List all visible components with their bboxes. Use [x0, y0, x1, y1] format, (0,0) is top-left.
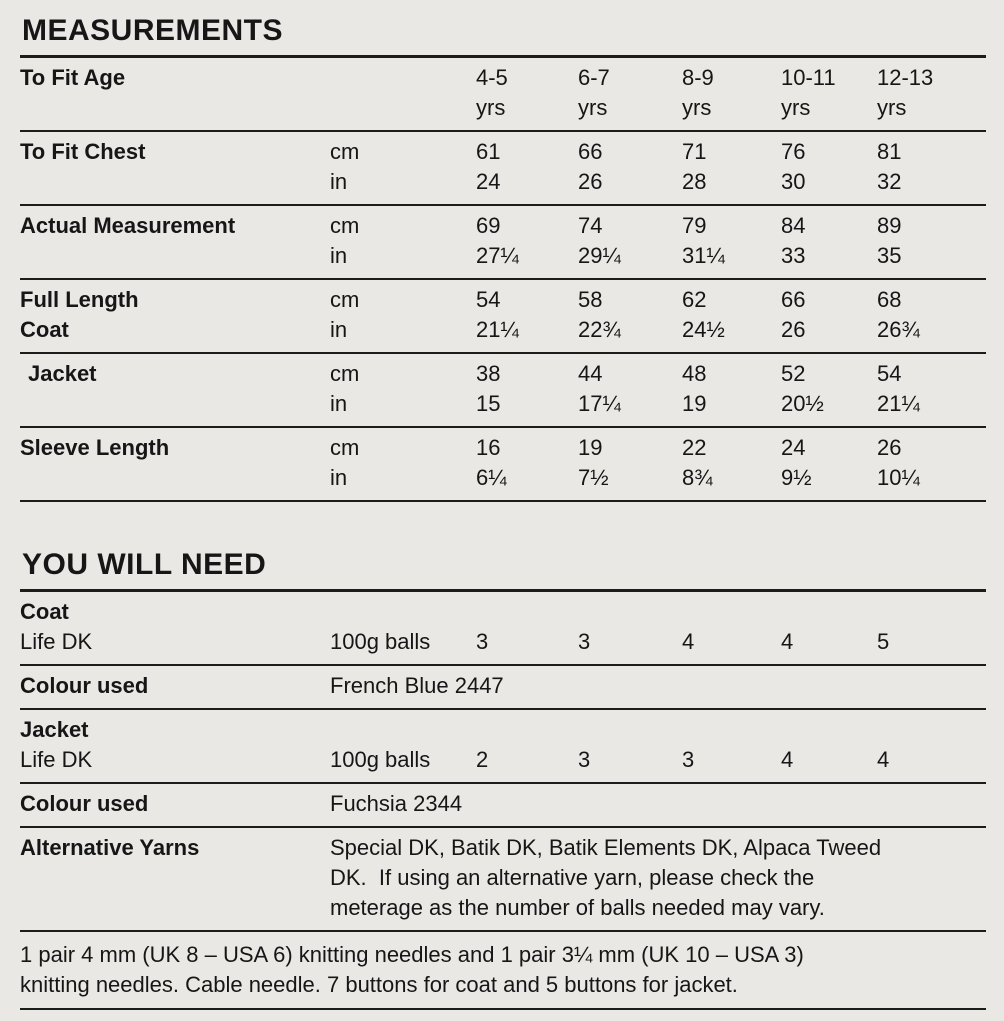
unit-in: in: [330, 243, 348, 268]
colour-row-coat: [20, 666, 986, 710]
row-label-cell: [20, 137, 330, 197]
measurement-cell: [682, 359, 781, 419]
cm-value: 22: [682, 435, 707, 460]
in-value: 27¼: [476, 243, 519, 268]
age-range: 12-13: [877, 65, 934, 90]
yarn-name: Life DK: [20, 629, 93, 654]
cm-value: 61: [476, 139, 501, 164]
in-value: 29¼: [578, 243, 621, 268]
ball-count: 4: [877, 747, 890, 772]
age-unit: yrs: [578, 95, 608, 120]
row-label-cell: [20, 63, 330, 123]
alternative-yarns-line: DK. If using an alternative yarn, please check the: [330, 865, 815, 890]
table-row-jacket: [20, 354, 986, 428]
alternative-yarns-label: Alternative Yarns: [20, 835, 200, 860]
table-row-to-fit-chest: [20, 132, 986, 206]
in-value: 10¼: [877, 465, 920, 490]
ball-count: 3: [578, 629, 591, 654]
cm-value: 48: [682, 361, 707, 386]
unit-cell: [330, 137, 476, 197]
ball-count: 3: [682, 747, 695, 772]
measurement-cell: [578, 433, 682, 493]
cm-value: 74: [578, 213, 603, 238]
ball-count: 3: [578, 747, 591, 772]
measurement-cell: [877, 433, 986, 493]
measurement-cell: [578, 285, 682, 345]
measurement-cell: [682, 285, 781, 345]
unit-cm: cm: [330, 287, 360, 312]
in-value: 30: [781, 169, 806, 194]
yarn-row-jacket: [20, 710, 986, 784]
unit-in: in: [330, 169, 348, 194]
in-value: 6¼: [476, 465, 507, 490]
row-label: Sleeve Length: [20, 435, 170, 460]
ball-count: 4: [781, 747, 794, 772]
in-value: 31¼: [682, 243, 725, 268]
unit-cell: [330, 359, 476, 419]
row-label: Full Length: [20, 287, 139, 312]
cm-value: 66: [781, 287, 806, 312]
table-row-to-fit-age: [20, 58, 986, 132]
yarn-row-line1: [20, 715, 986, 745]
row-label: Jacket: [28, 361, 97, 386]
unit-in: in: [330, 317, 348, 342]
in-value: 21¼: [877, 391, 920, 416]
row-label-line2: Coat: [20, 317, 69, 342]
unit-cell: [330, 285, 476, 345]
unit-cm: cm: [330, 213, 360, 238]
cm-value: 62: [682, 287, 707, 312]
age-column-header: [877, 63, 986, 123]
unit-cell: [330, 433, 476, 493]
age-range: 6-7: [578, 65, 610, 90]
cm-value: 58: [578, 287, 603, 312]
alternative-yarns-text: [330, 833, 986, 923]
row-label-cell: [20, 433, 330, 493]
alternative-yarns-line: meterage as the number of balls needed may vary.: [330, 895, 825, 920]
ball-unit: 100g balls: [330, 747, 431, 772]
colour-used-label: Colour used: [20, 673, 149, 698]
in-value: 19: [682, 391, 707, 416]
ball-unit: 100g balls: [330, 629, 431, 654]
age-column-header: [682, 63, 781, 123]
measurement-cell: [476, 211, 578, 271]
in-value: 24½: [682, 317, 725, 342]
in-value: 9½: [781, 465, 812, 490]
ball-count: 2: [476, 747, 489, 772]
age-unit: yrs: [781, 95, 811, 120]
measurement-cell: [877, 211, 986, 271]
cm-value: 16: [476, 435, 501, 460]
unit-in: in: [330, 391, 348, 416]
cm-value: 19: [578, 435, 603, 460]
colour-used-value: French Blue 2447: [330, 673, 504, 698]
alternative-yarns-line: Special DK, Batik DK, Batik Elements DK, Alpaca Tweed: [330, 835, 882, 860]
cm-value: 38: [476, 361, 501, 386]
age-column-header: [781, 63, 877, 123]
yarn-name: Life DK: [20, 747, 93, 772]
table-row-full-length-coat: [20, 280, 986, 354]
measurement-cell: [781, 211, 877, 271]
yarn-row-coat: [20, 592, 986, 666]
row-label: To Fit Chest: [20, 139, 146, 164]
measurement-cell: [476, 433, 578, 493]
colour-used-value: Fuchsia 2344: [330, 791, 463, 816]
measurement-cell: [476, 285, 578, 345]
measurement-cell: [682, 211, 781, 271]
age-column-header: [578, 63, 682, 123]
yarn-row-line2: [20, 627, 986, 657]
unit-cm: cm: [330, 361, 360, 386]
alternative-yarns-row: [20, 828, 986, 932]
cm-value: 81: [877, 139, 902, 164]
measurement-cell: [781, 359, 877, 419]
row-label-cell: [20, 211, 330, 271]
measurement-cell: [682, 433, 781, 493]
unit-cell: [330, 211, 476, 271]
colour-used-label: Colour used: [20, 791, 149, 816]
cm-value: 54: [476, 287, 501, 312]
table-row-sleeve-length: [20, 428, 986, 502]
in-value: 26: [781, 317, 806, 342]
age-range: 4-5: [476, 65, 508, 90]
row-label-cell: [20, 359, 330, 419]
cm-value: 89: [877, 213, 902, 238]
in-value: 20½: [781, 391, 824, 416]
cm-value: 66: [578, 139, 603, 164]
measurement-cell: [476, 359, 578, 419]
cm-value: 76: [781, 139, 806, 164]
garment-name: Jacket: [20, 717, 89, 742]
colour-row-jacket: [20, 784, 986, 828]
age-range: 10-11: [781, 65, 836, 90]
measurement-cell: [781, 285, 877, 345]
cm-value: 44: [578, 361, 603, 386]
cm-value: 69: [476, 213, 501, 238]
age-range: 8-9: [682, 65, 714, 90]
in-value: 24: [476, 169, 501, 194]
ball-count: 3: [476, 629, 489, 654]
measurements-title: MEASUREMENTS: [20, 12, 986, 58]
measurement-cell: [578, 137, 682, 197]
in-value: 26: [578, 169, 603, 194]
in-value: 26¾: [877, 317, 920, 342]
in-value: 17¼: [578, 391, 621, 416]
measurement-cell: [578, 211, 682, 271]
unit-cm: cm: [330, 139, 360, 164]
cm-value: 84: [781, 213, 806, 238]
yarn-row-line2: [20, 745, 986, 775]
cm-value: 54: [877, 361, 902, 386]
unit-cell-empty: [330, 63, 476, 123]
measurement-cell: [476, 137, 578, 197]
in-value: 35: [877, 243, 902, 268]
age-unit: yrs: [476, 95, 506, 120]
needles-note-line: 1 pair 4 mm (UK 8 – USA 6) knitting needles and 1 pair 3¼ mm (UK 10 – USA 3): [20, 942, 804, 967]
table-row-actual-measurement: [20, 206, 986, 280]
needles-note-line: knitting needles. Cable needle. 7 buttons for coat and 5 buttons for jacket.: [20, 972, 738, 997]
in-value: 21¼: [476, 317, 519, 342]
measurement-cell: [682, 137, 781, 197]
measurement-cell: [877, 137, 986, 197]
cm-value: 68: [877, 287, 902, 312]
you-will-need-title: YOU WILL NEED: [20, 546, 986, 592]
garment-name: Coat: [20, 599, 69, 624]
in-value: 7½: [578, 465, 609, 490]
age-unit: yrs: [682, 95, 712, 120]
measurement-cell: [877, 285, 986, 345]
in-value: 28: [682, 169, 707, 194]
ball-count: 5: [877, 629, 890, 654]
unit-cm: cm: [330, 435, 360, 460]
in-value: 22¾: [578, 317, 621, 342]
measurement-cell: [781, 137, 877, 197]
ball-count: 4: [682, 629, 695, 654]
in-value: 8¾: [682, 465, 713, 490]
in-value: 32: [877, 169, 902, 194]
row-label-cell: [20, 285, 330, 345]
in-value: 33: [781, 243, 806, 268]
cm-value: 71: [682, 139, 707, 164]
measurement-cell: [578, 359, 682, 419]
needles-note: [20, 932, 986, 1010]
cm-value: 52: [781, 361, 806, 386]
yarn-row-line1: [20, 597, 986, 627]
measurement-cell: [781, 433, 877, 493]
row-label: To Fit Age: [20, 65, 126, 90]
age-unit: yrs: [877, 95, 907, 120]
cm-value: 79: [682, 213, 707, 238]
unit-in: in: [330, 465, 348, 490]
cm-value: 24: [781, 435, 806, 460]
in-value: 15: [476, 391, 501, 416]
ball-count: 4: [781, 629, 794, 654]
measurement-cell: [877, 359, 986, 419]
row-label: Actual Measurement: [20, 213, 236, 238]
cm-value: 26: [877, 435, 902, 460]
age-column-header: [476, 63, 578, 123]
